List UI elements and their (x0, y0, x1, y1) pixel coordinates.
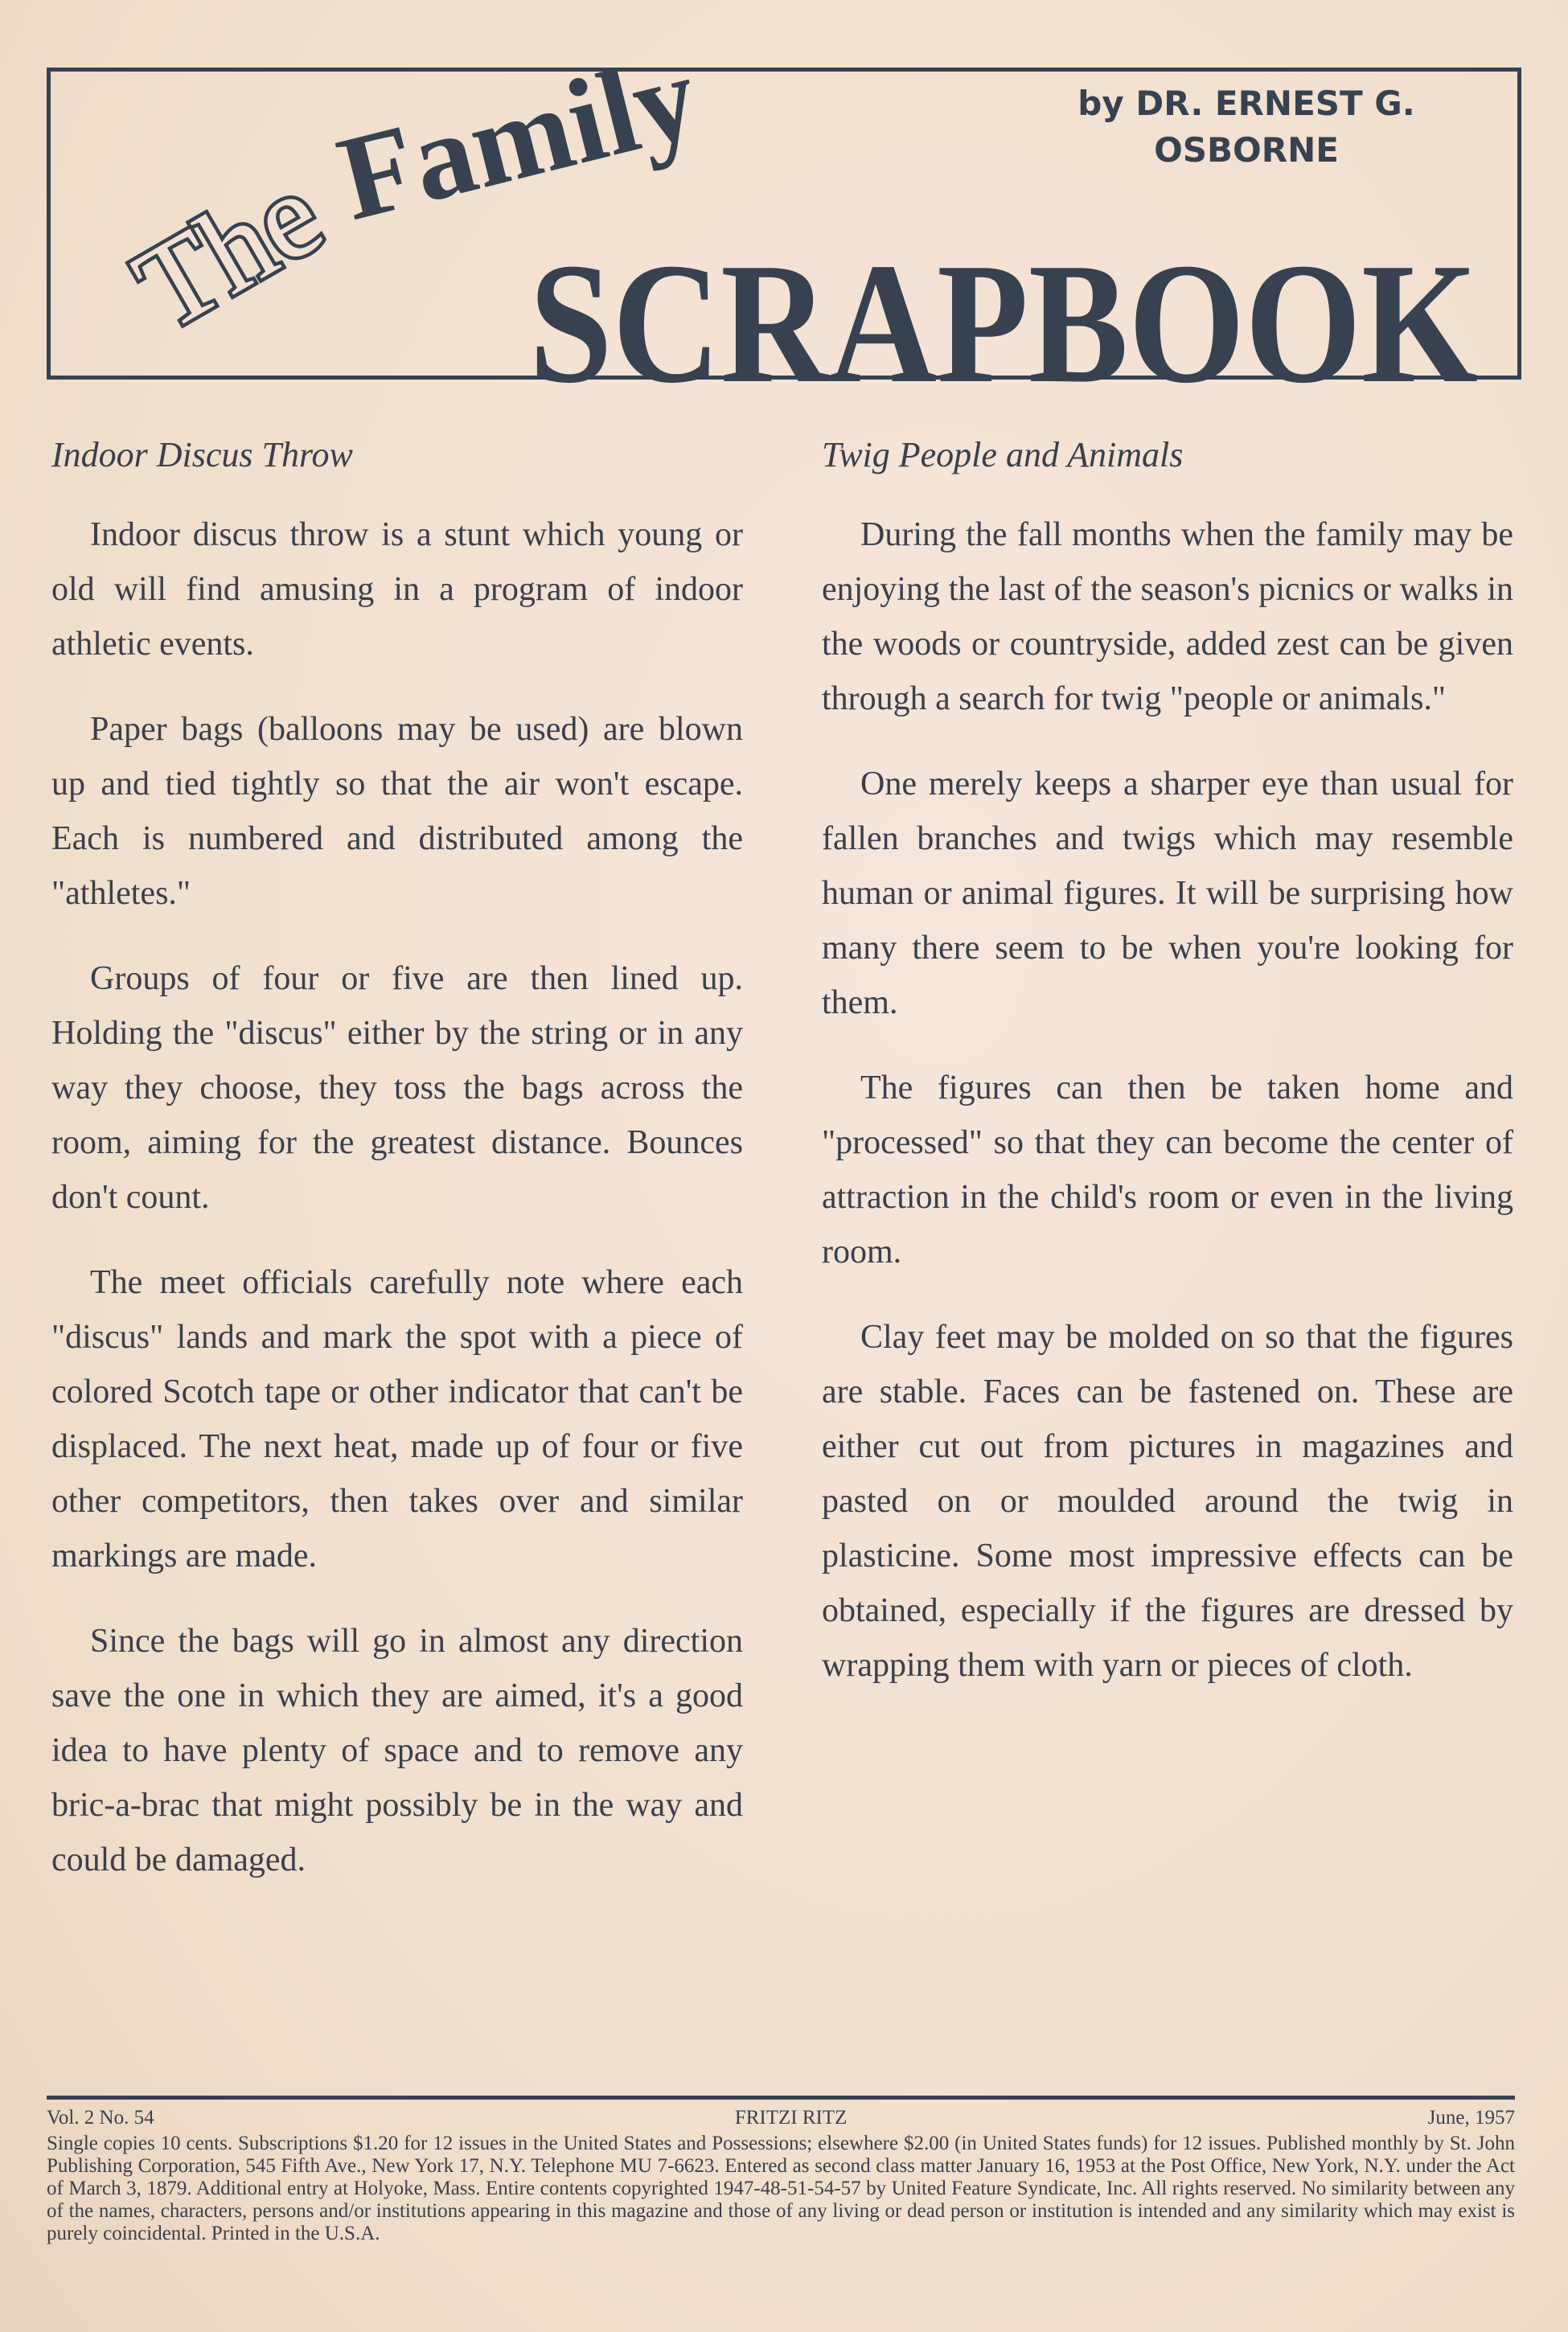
article-twig-people (822, 434, 1513, 1723)
author-byline (1045, 80, 1447, 174)
paragraph: One merely keeps a sharper eye than usual for fallen branches and twigs which may resemble human or animal figures. It will be surprising how many there seem to be when you're looking for them. (822, 766, 1513, 1021)
footer-divider (47, 2096, 1515, 2100)
paragraph: The figures can then be taken home and "processed" so that they can become the center of attraction in the child's room or even in the living room. (822, 1070, 1513, 1271)
article-indoor-discus-throw (51, 434, 743, 1918)
byline-line-2: OSBORNE (1154, 130, 1339, 170)
issue-date: June, 1957 (1427, 2107, 1515, 2129)
magazine-name: FRITZI RITZ (734, 2107, 848, 2129)
paragraph: Groups of four or five are then lined up. Holding the "discus" either by the string or in any way they choose, they toss the bags across the room, aiming for the greatest distance. Bounces don't count. (51, 960, 743, 1216)
title-word-scrapbook: SCRAPBOOK (529, 227, 1478, 419)
publication-footer (47, 2107, 1515, 2245)
paragraph: During the fall months when the family may be enjoying the last of the season's picnics or walks in the woods or countryside, added zest can be given through a search for twig "people or animals." (822, 516, 1513, 717)
article-title: Indoor Discus Throw (51, 435, 353, 474)
title-word-the: The (113, 146, 343, 356)
paragraph: The meet officials carefully note where each "discus" lands and mark the spot with a piece of colored Scotch tape or other indicator that can't be displaced. The next heat, made up of four or five other competitors, then takes over and similar markings are made. (51, 1264, 743, 1575)
paragraph: Paper bags (balloons may be used) are blown up and tied tightly so that the air won't escape. Each is numbered and distributed among the "athletes." (51, 711, 743, 912)
paragraph: Since the bags will go in almost any direction save the one in which they are aimed, it's a good idea to have plenty of space and to remove any bric-a-brac that might possibly be in the way and could be damaged. (51, 1623, 743, 1878)
paragraph: Clay feet may be molded on so that the figures are stable. Faces can be fastened on. These are either cut out from pictures in magazines and pasted on or moulded around the twig in plasticine. Some most impressive effects can be obtained, especially if the figures are dressed by wrapping them with yarn or pieces of cloth. (822, 1319, 1513, 1684)
paragraph: Indoor discus throw is a stunt which young or old will find amusing in a program of indoor athletic events. (51, 516, 743, 663)
byline-line-1: by DR. ERNEST G. (1077, 84, 1415, 123)
legal-notice: Single copies 10 cents. Subscriptions $1.20 for 12 issues in the United States and Possessions; elsewhere $2.00 (in United States funds) for 12 issues. Published monthly by St. John Publishing Corporation, 545 Fifth Ave., New York 17, N.Y. Telephone MU 7-6623. Entered as second class matter January 16, 1953 at the Post Office, New York, N.Y. under the Act of March 3, 1879. Additional entry at Holyoke, Mass. Entire contents copyrighted 1947-48-51-54-57 by United Feature Syndicate, Inc. All rights reserved. No similarity between any of the names, characters, persons and/or institutions appearing in this magazine and those of any living or dead person or institution is intended and any similarity which may exist is purely coincidental. Printed in the U.S.A. (47, 2133, 1515, 2244)
title-word-family: Family (326, 29, 710, 247)
article-title: Twig People and Animals (822, 435, 1184, 474)
volume-number: Vol. 2 No. 54 (47, 2107, 154, 2129)
